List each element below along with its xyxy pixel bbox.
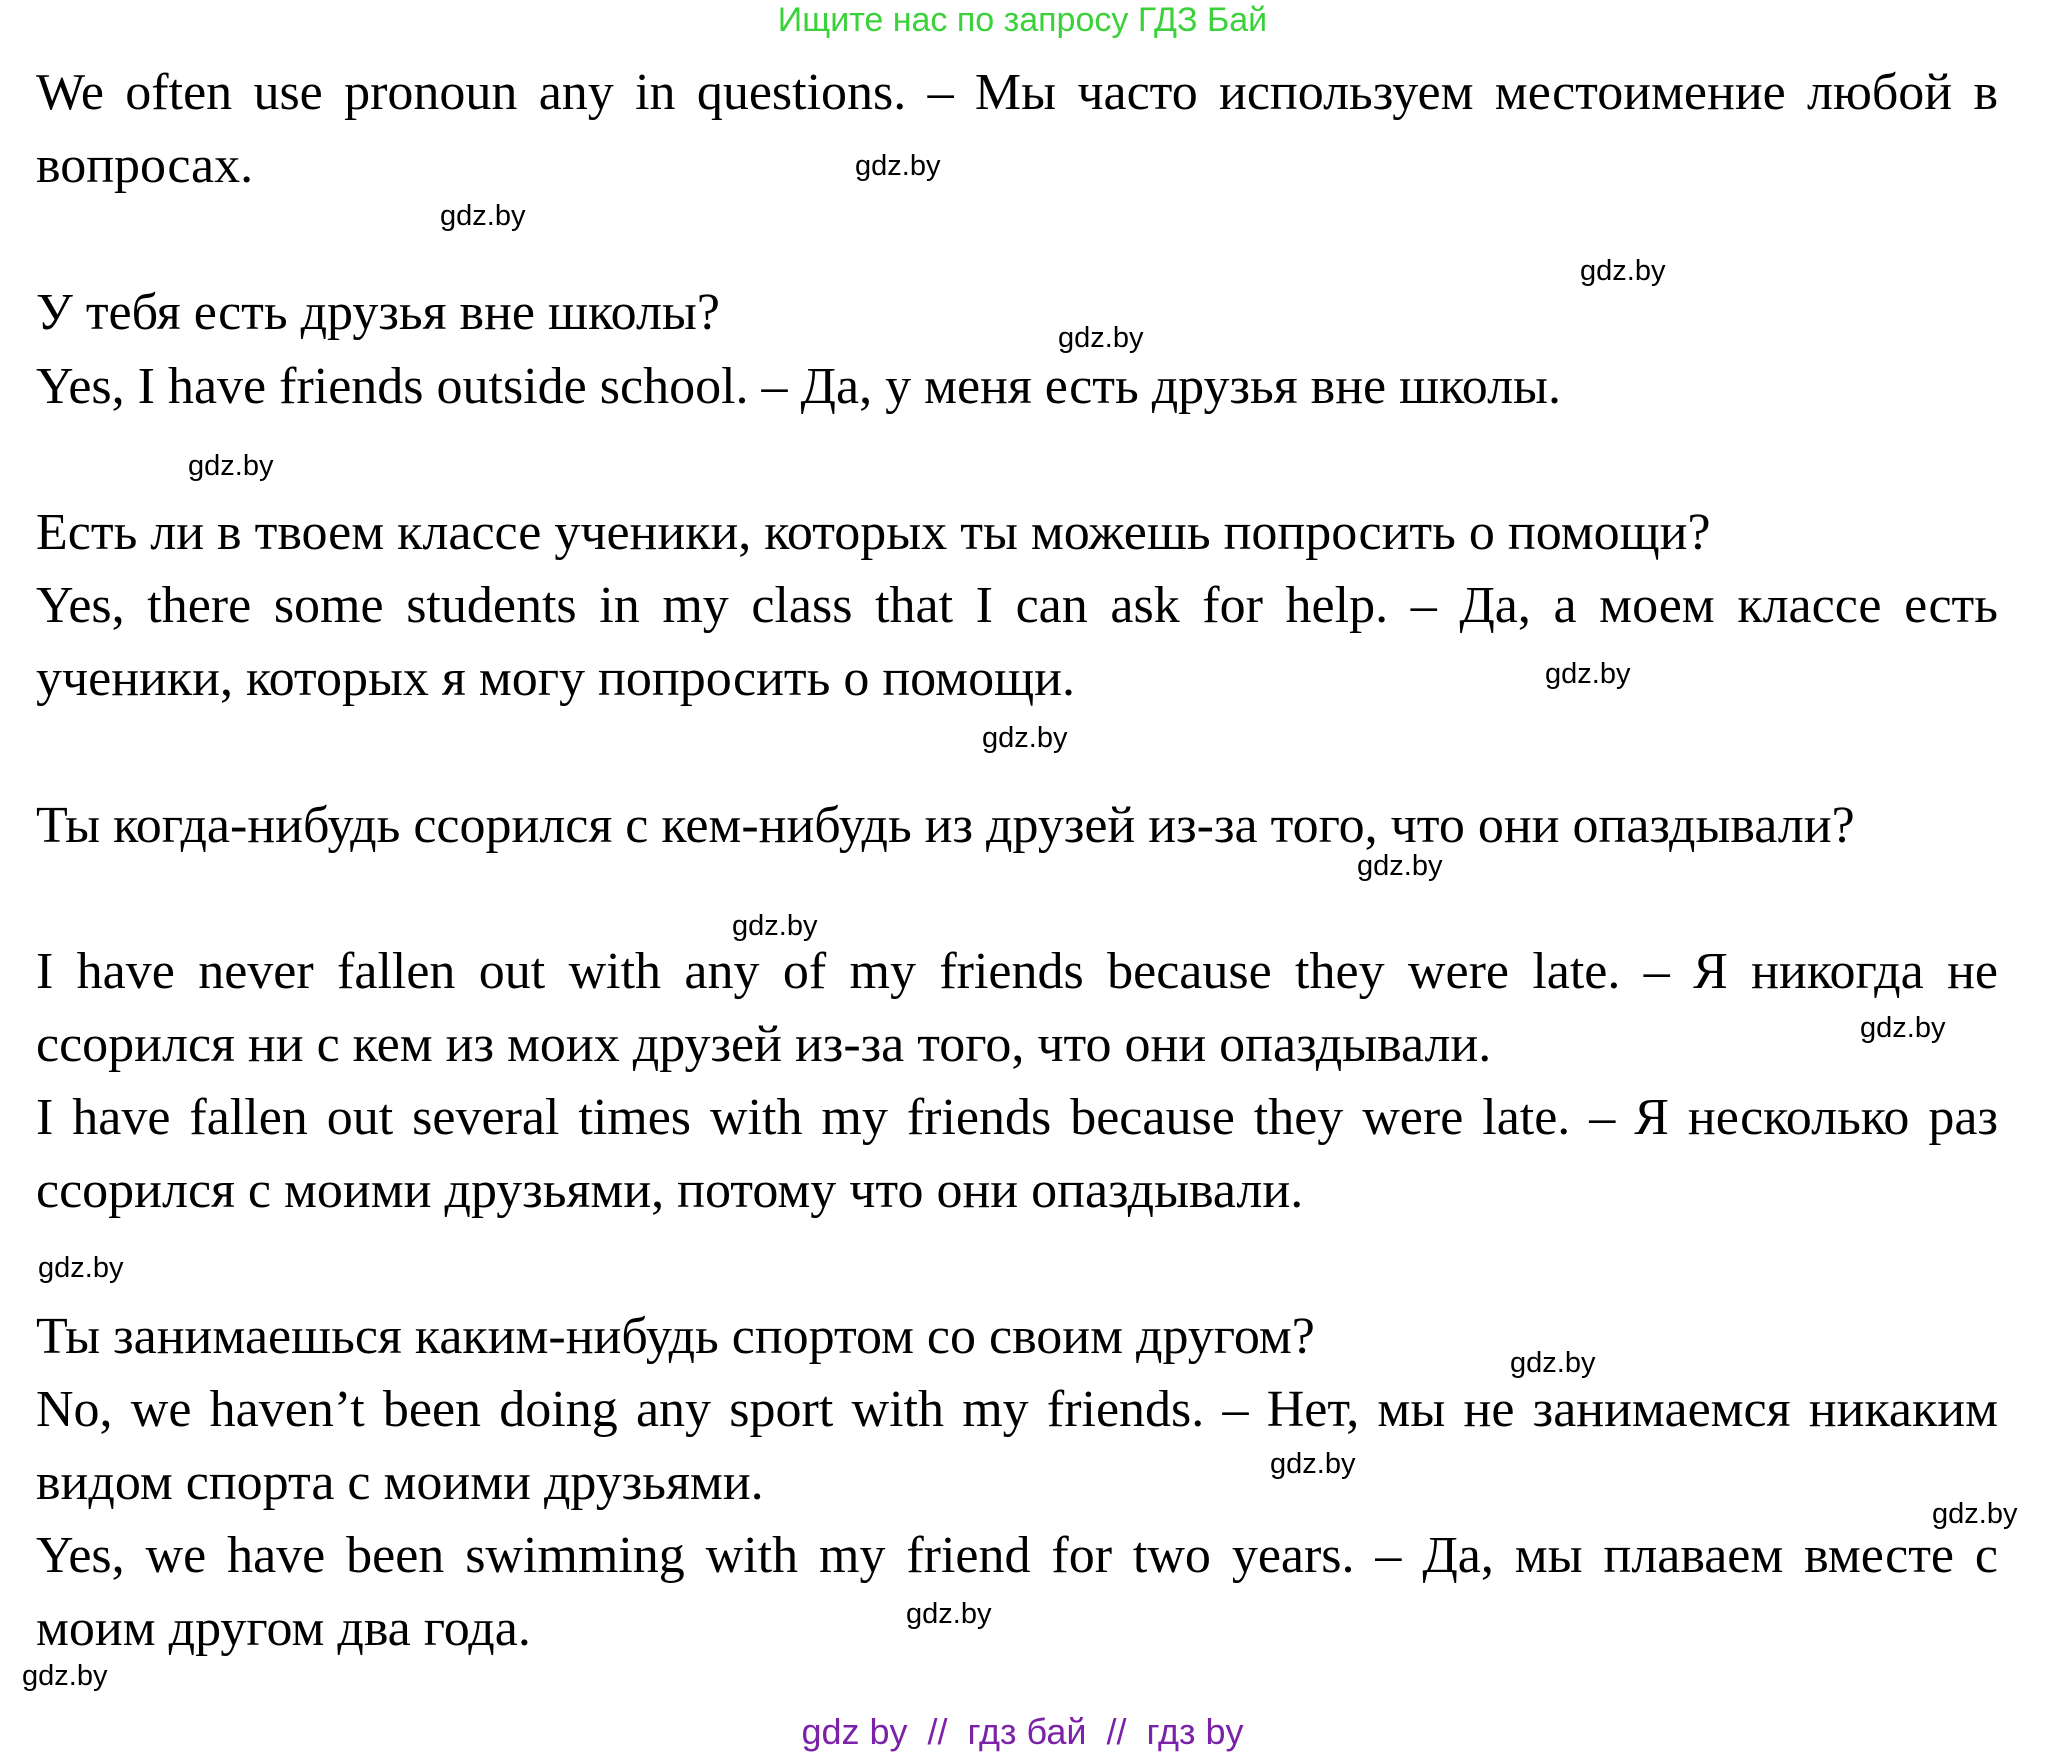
watermark: gdz.by (1058, 322, 1144, 354)
answer-3-never: I have never fallen out with any of my friends because they were late. – Я никогда не ссорился ни с кем из моих друзей из-за того, что они опаздывали. (36, 943, 1998, 1073)
answer-2: Yes, there some students in my class that I can ask for help. – Да, а моем классе есть ученики, которых я могу попросить о помощи. (36, 577, 1998, 707)
intro-paragraph: We often use pronoun any in questions. – Мы часто используем местоимение любой в вопросах. (36, 64, 1998, 194)
watermark: gdz.by (1510, 1347, 1596, 1379)
watermark: gdz.by (1545, 658, 1631, 690)
watermark: gdz.by (1357, 850, 1443, 882)
watermark: gdz.by (1860, 1012, 1946, 1044)
watermark: gdz.by (188, 450, 274, 482)
watermark: gdz.by (1580, 255, 1666, 287)
footer-links: gdz by // гдз бай // гдз by (801, 1711, 1244, 1752)
answer-4-yes: Yes, we have been swimming with my friend for two years. – Да, мы плаваем вместе с моим другом два года. (36, 1527, 1998, 1657)
answer-4-no: No, we haven’t been doing any sport with my friends. – Нет, мы не занимаемся никаким видом спорта с моими друзьями. (36, 1381, 1998, 1511)
watermark: gdz.by (732, 910, 818, 942)
watermark: gdz.by (1270, 1448, 1356, 1480)
watermark: gdz.by (855, 150, 941, 182)
watermark: gdz.by (38, 1252, 124, 1284)
search-banner: Ищите нас по запросу ГДЗ Бай (777, 1, 1268, 39)
watermark: gdz.by (1932, 1498, 2018, 1530)
question-4: Ты занимаешься каким-нибудь спортом со своим другом? (36, 1308, 1315, 1365)
watermark: gdz.by (906, 1598, 992, 1630)
question-2: Есть ли в твоем классе ученики, которых ты можешь попросить о помощи? (36, 504, 1711, 561)
question-1: У тебя есть друзья вне школы? (36, 284, 720, 341)
answer-1: Yes, I have friends outside school. – Да, у меня есть друзья вне школы. (36, 358, 1561, 415)
watermark: gdz.by (440, 200, 526, 232)
watermark: gdz.by (982, 722, 1068, 754)
answer-3-several: I have fallen out several times with my friends because they were late. – Я несколько раз ссорился с моими друзьями, потому что они опаздывали. (36, 1089, 1998, 1219)
question-3: Ты когда-нибудь ссорился с кем-нибудь из друзей из-за того, что они опаздывали? (36, 797, 1855, 854)
watermark: gdz.by (22, 1660, 108, 1692)
